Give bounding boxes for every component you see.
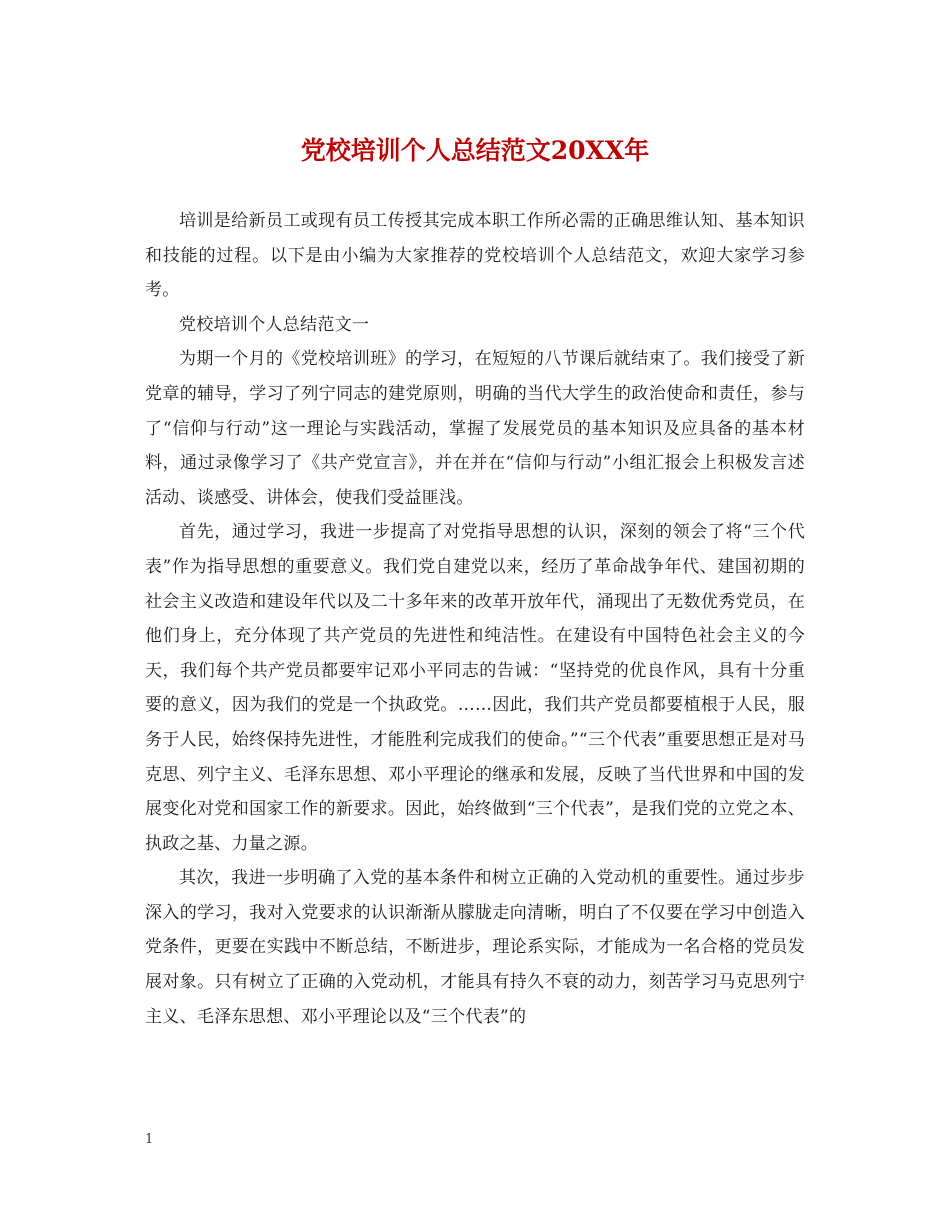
document-title: 党校培训个人总结范文20XX年: [300, 136, 650, 165]
page-number: 1: [145, 1132, 154, 1147]
paragraph-first: 首先，通过学习，我进一步提高了对党指导思想的认识，深刻的领会了将“三个代表”作为指导思想的重要意义。我们党自建党以来，经历了革命战争年代、建国初期的社会主义改造和建设年代以及二十多年来的改革开放年代，涌现出了无数优秀党员，在他们身上，充分体现了共产党员的先进性和纯洁性。在建设有中国特色社会主义的今天，我们每个共产党员都要牢记邓小平同志的告诫：“坚持党的优良作风，具有十分重要的意义，因为我们的党是一个执政党。……因此，我们共产党员都要植根于人民，服务于人民，始终保持先进性，才能胜利完成我们的使命。”“三个代表”重要思想正是对马克思、列宁主义、毛泽东思想、邓小平理论的继承和发展，反映了当代世界和中国的发展变化对党和国家工作的新要求。因此，始终做到“三个代表”，是我们党的立党之本、执政之基、力量之源。: [145, 522, 805, 854]
paragraph-intro: 培训是给新员工或现有员工传授其完成本职工作所必需的正确思维认知、基本知识和技能的过程。以下是由小编为大家推荐的党校培训个人总结范文，欢迎大家学习参考。: [145, 211, 805, 301]
document-body: [145, 204, 805, 1034]
paragraph-second: 其次，我进一步明确了入党的基本条件和树立正确的入党动机的重要性。通过步步深入的学习，我对入党要求的认识渐渐从朦胧走向清晰，明白了不仅要在学习中创造入党条件，更要在实践中不断总结，不断进步，理论系实际，才能成为一名合格的党员发展对象。只有树立了正确的入党动机，才能具有持久不衰的动力，刻苦学习马克思列宁主义、毛泽东思想、邓小平理论以及“三个代表”的: [145, 868, 805, 1027]
section-heading: 党校培训个人总结范文一: [179, 314, 370, 335]
paragraph-overview: 为期一个月的《党校培训班》的学习，在短短的八节课后就结束了。我们接受了新党章的辅导，学习了列宁同志的建党原则，明确的当代大学生的政治使命和责任，参与了“信仰与行动”这一理论与实践活动，掌握了发展党员的基本知识及应具备的基本材料，通过录像学习了《共产党宣言》，并在并在“信仰与行动”小组汇报会上积极发言述活动、谈感受、讲体会，使我们受益匪浅。: [145, 349, 805, 508]
